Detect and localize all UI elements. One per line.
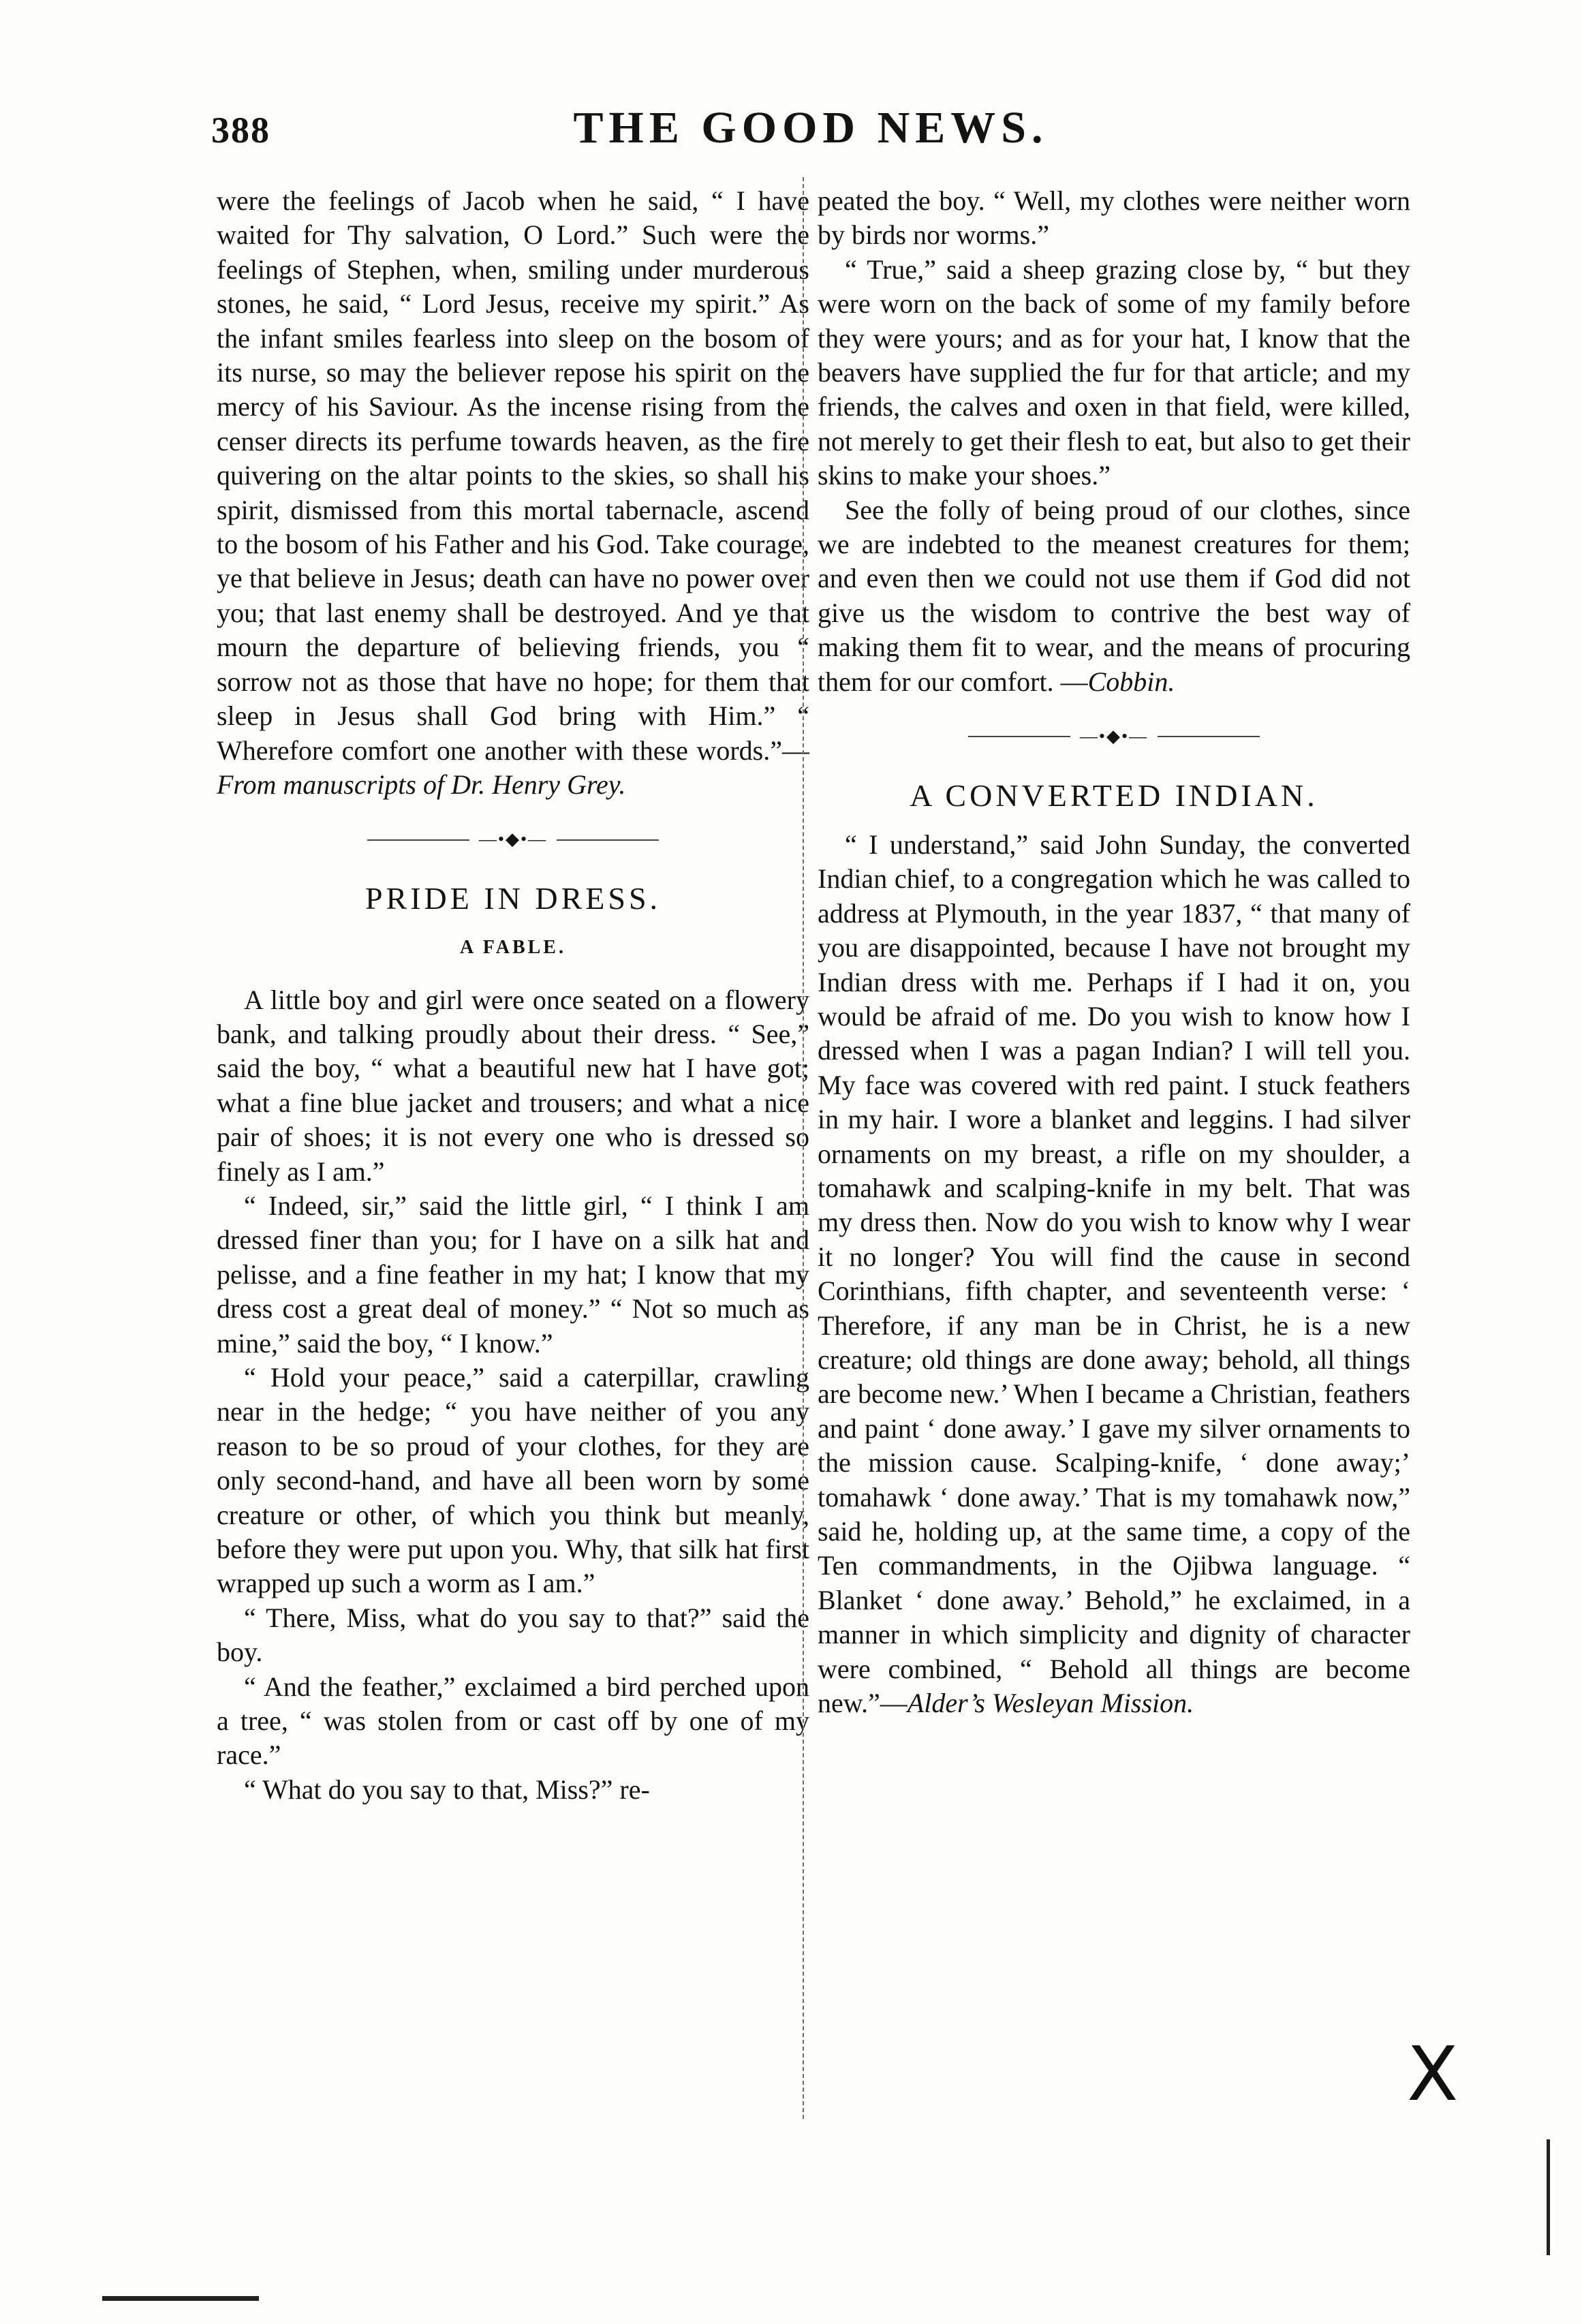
left-column — [217, 184, 809, 1807]
running-title: THE GOOD NEWS. — [573, 103, 1049, 153]
article-title: PRIDE IN DRESS. — [365, 880, 662, 916]
margin-x-mark: X — [1407, 2030, 1459, 2118]
paragraph: were the feelings of Jacob when he said, “ I have waited for Thy salvation, O Lord.” Such were the feelings of Stephen, when, smiling under murderous stones, he said, “ Lord Jesus, receive my spirit.” As the infant smiles fearless into sleep on the bosom of its nurse, so may the believer repose his spirit on the mercy of his Saviour. As the incense rising from the censer directs its perfume towards heaven, as the fire quivering on the altar points to the skies, so shall his spirit, dismissed from this mortal tabernacle, ascend to the bosom of his Father and his God. Take courage, ye that believe in Jesus; death can have no power over you; that last enemy shall be destroyed. And ye that mourn the departure of believing friends, you “ sorrow not as those that have no hope; for them that sleep in Jesus shall God bring with Him.” “ Wherefore comfort one another with these words.”—From manuscripts of Dr. Henry Grey. — [217, 185, 809, 800]
page-header — [211, 102, 1410, 164]
paragraph: See the folly of being proud of our clothes, since we are indebted to the meanest creatures for them; and even then we could not use them if God did not give us the wisdom to contrive the best way of making them fit to wear, and the means of procuring them for our comfort. —Cobbin. — [818, 494, 1410, 697]
section-divider — [818, 719, 1410, 754]
divider-ornament: —•◆•— — [1079, 726, 1149, 747]
divider-ornament: —•◆•— — [478, 829, 548, 850]
column-rule — [803, 177, 804, 2119]
paragraph: “ What do you say to that, Miss?” re- — [244, 1773, 650, 1805]
article-subtitle: A FABLE. — [460, 937, 566, 959]
section-divider — [217, 822, 809, 856]
paragraph: peated the boy. “ Well, my clothes were neither worn by birds nor worms.” — [818, 185, 1410, 251]
paragraph: “ And the feather,” exclaimed a bird perched upon a tree, “ was stolen from or cast off by one of my race.” — [217, 1671, 809, 1771]
attribution: Cobbin. — [1087, 666, 1175, 697]
page-number: 388 — [211, 110, 270, 151]
article-title: A CONVERTED INDIAN. — [910, 777, 1318, 813]
scan-artifact-bar — [1547, 2139, 1550, 2255]
paragraph: “ Indeed, sir,” said the little girl, “ I think I am dressed finer than you; for I have on a silk hat and pelisse, and a fine feather in my hat; I know that my dress cost a great deal of money.” “ Not so much as mine,” said the boy, “ I know.” — [217, 1190, 809, 1359]
paragraph: “ Hold your peace,” said a caterpillar, crawling near in the hedge; “ you have neither of you any reason to be so proud of your clothes, for they are only second-hand, and have all been worn by some creature or other, of which you think but meanly, before they were put upon you. Why, that silk hat first wrapped up such a worm as I am.” — [217, 1362, 809, 1599]
paragraph: “ True,” said a sheep grazing close by, “ but they were worn on the back of some of my family before they were yours; and as for your hat, I know that the beavers have supplied the fur for that article; and my friends, the calves and oxen in that field, were killed, not merely to get their flesh to eat, but also to get their skins to make your shoes.” — [818, 253, 1410, 491]
attribution: From manuscripts of Dr. Henry Grey. — [217, 769, 626, 800]
right-column — [818, 184, 1410, 1720]
scan-artifact-line — [102, 2296, 259, 2301]
paragraph: A little boy and girl were once seated on a flowery bank, and talking proudly about their dress. “ See,” said the boy, “ what a beautiful new hat I have got; what a fine blue jacket and trousers; and what a nice pair of shoes; it is not every one who is dressed so finely as I am.” — [217, 984, 809, 1187]
paragraph: “ There, Miss, what do you say to that?” said the boy. — [217, 1602, 809, 1668]
paragraph: “ I understand,” said John Sunday, the converted Indian chief, to a congregation which he was called to address at Plymouth, in the year 1837, “ that many of you are disappointed, because I have not brought my Indian dress with me. Perhaps if I had it on, you would be afraid of me. Do you wish to know how I dressed when I was a pagan Indian? I will tell you. My face was covered with red paint. I stuck feathers in my hair. I wore a blanket and leggins. I had silver ornaments on my breast, a rifle on my shoulder, a tomahawk and scalping-knife in my belt. That was my dress then. Now do you wish to know why I wear it no longer? You will find the cause in second Corinthians, fifth chapter, and seventeenth verse: ‘ Therefore, if any man be in Christ, he is a new creature; old things are done away; behold, all things are become new.’ When I became a Christian, feathers and paint ‘ done away.’ I gave my silver ornaments to the mission cause. Scalping-knife, ‘ done away;’ tomahawk ‘ done away.’ That is my tomahawk now,” said he, holding up, at the same time, a copy of the Ten commandments, in the Ojibwa language. “ Blanket ‘ done away.’ Behold,” he exclaimed, in a manner in which simplicity and dignity of character were combined, “ Behold all things are become new.”—Alder’s Wesleyan Mission. — [818, 828, 1410, 1719]
attribution: Alder’s Wesleyan Mission. — [907, 1688, 1194, 1719]
